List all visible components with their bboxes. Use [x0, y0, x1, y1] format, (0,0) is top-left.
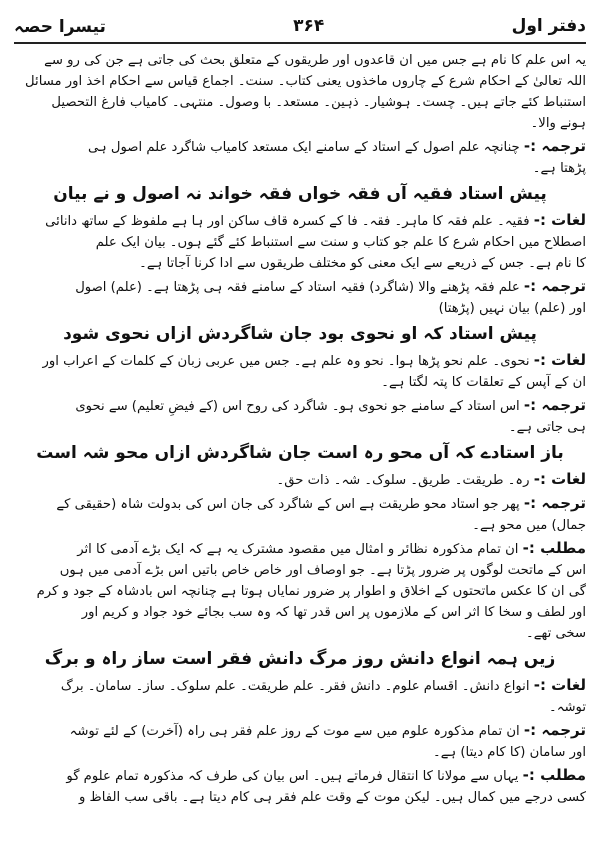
text-line	[14, 560, 586, 581]
text-line	[14, 71, 586, 92]
text-line	[14, 538, 586, 560]
text-line	[14, 742, 586, 763]
text-paragraph	[14, 538, 586, 644]
line-text: گی ان کا عکس ماتحتوں کے اخلاق و اطوار پر ضرور نمایاں ہوتا ہے چنانچہ اس بادشاہ کے جود و کرم	[36, 584, 586, 599]
text-line	[14, 469, 586, 491]
text-line	[14, 92, 586, 113]
text-paragraph	[14, 720, 586, 763]
text-line	[14, 787, 586, 808]
text-line	[14, 581, 586, 602]
line-text: نحوی۔ علم نحو پڑھا ہوا۔ نحو وہ علم ہے۔ جس میں عربی زبان کے کلمات کے اعراب اور	[42, 354, 530, 369]
text-paragraph	[14, 136, 586, 179]
page-number: ۳۶۴	[293, 16, 325, 36]
section-label: ترجمہ :-	[523, 277, 586, 295]
text-line	[14, 372, 586, 393]
text-paragraph	[14, 675, 586, 718]
running-header	[14, 10, 586, 44]
text-line	[14, 253, 586, 274]
text-line	[14, 136, 586, 158]
line-text: پڑھتا ہے۔	[532, 161, 586, 176]
book-page	[14, 10, 586, 835]
line-text: اور لطف و سخا کا اثر اس کے ملازموں پر اس قدر تھا کہ وہ سب بجائے خود جواد و کریم اور	[81, 605, 586, 620]
line-text: ہونے والا۔	[530, 116, 586, 131]
verse-heading: زیں ہمہ انواع دانش روز مرگ دانش فقر است ساز راہ و برگ	[44, 649, 556, 669]
line-text: ان کے آپس کے تعلقات کا پتہ لگتا ہے۔	[381, 375, 586, 390]
line-text: اس کے ماتحت لوگوں پر ضرور پڑتا ہے۔ جو اوصاف اور خاص خاص باتیں اس بڑے آدمی میں ہوں	[59, 563, 586, 578]
text-line	[14, 232, 586, 253]
line-text: کسی درجے میں کمال ہیں۔ لیکن موت کے وقت علم فقر ہی کام دیتا ہے۔ باقی سب الفاظ و	[79, 790, 586, 805]
text-paragraph	[14, 493, 586, 536]
line-text: جمال) میں محو ہے۔	[472, 518, 586, 533]
section-label: لغات :-	[533, 676, 586, 694]
verse-heading: پیش استاد کہ او نحوی بود جان شاگردش ازاں نحوی شود	[63, 324, 537, 344]
text-line	[14, 298, 586, 319]
text-paragraph	[14, 276, 586, 319]
text-line	[14, 602, 586, 623]
section-label: ترجمہ :-	[523, 137, 586, 155]
text-line	[14, 623, 586, 644]
line-text: ہی جاتی ہے۔	[508, 420, 586, 435]
section-label: ترجمہ :-	[523, 396, 586, 414]
text-paragraph	[14, 350, 586, 393]
line-text: کا نام ہے۔ جس کے ذریعے سے ایک معنی کو مختلف طریقوں سے ادا کرنا آجاتا ہے۔	[139, 256, 586, 271]
text-paragraph	[14, 469, 586, 491]
section-label: ترجمہ :-	[523, 721, 586, 739]
line-text: یہ اس علم کا نام ہے جس میں ان قاعدوں اور طریقوں کے متعلق بحث کی جاتی ہے جن کی رو سے	[44, 53, 586, 68]
line-text: اس استاد کے سامنے جو نحوی ہو۔ شاگرد کی روح اس (کے فیضِ تعلیم) سے نحوی	[75, 399, 520, 414]
page-body	[14, 50, 586, 808]
line-text: یہاں سے مولانا کا انتقال فرماتے ہیں۔ اس بیان کی طرف کہ مذکورہ تمام علوم گو	[66, 769, 519, 784]
text-line	[14, 113, 586, 134]
line-text: اور (علم) بیان نہیں (پڑھتا)	[438, 301, 586, 316]
text-line	[14, 210, 586, 232]
text-line	[14, 515, 586, 536]
text-line	[14, 50, 586, 71]
text-line	[14, 276, 586, 298]
text-paragraph	[14, 50, 586, 134]
section-label: لغات :-	[533, 470, 586, 488]
section-label: مطلب :-	[522, 766, 586, 784]
text-paragraph	[14, 395, 586, 438]
header-part-title: تیسرا حصہ	[14, 16, 106, 37]
text-paragraph	[14, 765, 586, 808]
line-text: علم فقہ پڑھنے والا (شاگرد) فقیہ استاد کے سامنے فقہ ہی پڑھتا ہے۔ (علم) اصول	[75, 280, 520, 295]
line-text: رہ۔ طریقت۔ طریق۔ سلوک۔ شہ۔ ذات حق۔	[276, 473, 530, 488]
section-label: ترجمہ :-	[523, 494, 586, 512]
line-text: سخی تھے۔	[526, 626, 586, 641]
line-text: ان تمام مذکورہ نظائر و امثال میں مقصود مشترک یہ ہے کہ ایک بڑے آدمی کا اثر	[77, 542, 519, 557]
line-text: پھر جو استاد محو طریقت ہے اس کے شاگرد کی جان اس کی بدولت شاہ (حقیقی کے	[56, 497, 520, 512]
line-text: اللہ تعالیٰ کے احکام شرع کے چاروں ماخذوں یعنی کتاب۔ سنت۔ اجماع قیاس سے احکام اخذ اور مسائل	[25, 74, 586, 89]
verse-heading: باز استادے کہ آں محو رہ است جان شاگردش ازاں محو شہ است	[36, 443, 564, 463]
text-line	[14, 493, 586, 515]
line-text: انواع دانش۔ اقسام علوم۔ دانش فقر۔ علم طریقت۔ علم سلوک۔ ساز۔ سامان۔ برگ	[60, 679, 530, 694]
text-line	[14, 697, 586, 718]
section-label: لغات :-	[533, 211, 586, 229]
line-text: توشہ۔	[549, 700, 586, 715]
text-line	[14, 417, 586, 438]
text-line	[14, 765, 586, 787]
line-text: ان تمام مذکورہ علوم میں سے موت کے روز علم فقر ہی راہ (آخرت) کے لئے توشہ	[69, 724, 520, 739]
text-line	[14, 350, 586, 372]
verse-heading: پیش استاد فقیہ آں فقہ خواں فقہ خواند نہ اصول و نے بیان	[53, 184, 547, 204]
text-line	[14, 720, 586, 742]
section-label: مطلب :-	[522, 539, 586, 557]
text-line	[14, 395, 586, 417]
line-text: چنانچہ علم اصول کے استاد کے سامنے ایک مستعد کامیاب شاگرد علم اصول ہی	[87, 140, 520, 155]
line-text: اور سامان (کا کام دیتا) ہے۔	[433, 745, 586, 760]
text-paragraph	[14, 210, 586, 274]
line-text: اصطلاح میں احکام شرع کا علم جو کتاب و سنت سے استنباط کئے گئے ہوں۔ بیان ایک علم	[95, 235, 586, 250]
header-book-title: دفتر اول	[511, 16, 586, 36]
section-label: لغات :-	[533, 351, 586, 369]
line-text: فقیہ۔ علم فقہ کا ماہر۔ فقہ۔ فا کے کسرہ قاف ساکن اور ہا ہے ملفوظ کے ساتھ دانائی	[45, 214, 530, 229]
line-text: استنباط کئے جاتے ہیں۔ چست۔ ہوشیار۔ ذہین۔ مستعد۔ با وصول۔ منتہی۔ کامیاب فارغ التحصیل	[51, 95, 586, 110]
text-line	[14, 158, 586, 179]
text-line	[14, 675, 586, 697]
